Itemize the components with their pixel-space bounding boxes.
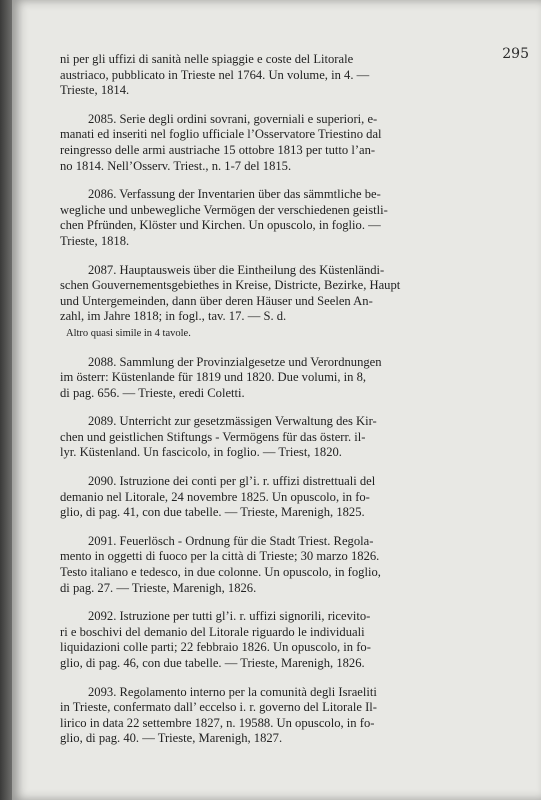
entry-line: wegliche und unbewegliche Vermögen der verschiedenen geistli- [60, 202, 388, 217]
bibliography-entry [60, 534, 523, 596]
bibliography-entry [60, 187, 523, 249]
page-number: 295 [502, 46, 529, 62]
entry-line: reingresso delle armi austriache 15 ottobre 1813 per tutto l’an- [60, 142, 376, 157]
entry-line: glio, di pag. 40. — Trieste, Marenigh, 1827. [60, 731, 283, 746]
entry-line: demanio nel Litorale, 24 novembre 1825. Un opuscolo, in fo- [60, 489, 370, 504]
entry-line: lyr. Küstenland. Un fascicolo, in foglio. — Triest, 1820. [60, 445, 342, 460]
book-page [12, 0, 541, 800]
entry-line: chen Pfründen, Klöster und Kirchen. Un opuscolo, in foglio. — [60, 218, 381, 233]
entry-line: glio, di pag. 41, con due tabelle. — Trieste, Marenigh, 1825. [60, 505, 365, 520]
bibliography-list [60, 52, 523, 760]
bibliography-entry [60, 474, 523, 521]
entry-line: lirico in data 22 settembre 1827, n. 19588. Un opuscolo, in fo- [60, 715, 375, 730]
bibliography-entry [60, 52, 523, 99]
entry-line: liquidazioni colle parti; 22 febbraio 1826. Un opuscolo, in fo- [60, 640, 371, 655]
bibliography-entry [60, 355, 523, 402]
entry-line: ri e boschivi del demanio del Litorale riguardo le individuali [60, 624, 365, 639]
entry-line: Trieste, 1818. [60, 233, 130, 248]
entry-line: zahl, im Jahre 1818; in fogl., tav. 17. — S. d. [60, 309, 287, 324]
entry-line: 2090. Istruzione dei conti per gl’i. r. uffizi distrettuali del [88, 474, 376, 489]
entry-line: 2089. Unterricht zur gesetzmässigen Verwaltung des Kir- [88, 414, 377, 429]
entry-line: manati ed inseriti nel foglio ufficiale l’Osservatore Triestino dal [60, 127, 382, 142]
entry-line: und Untergemeinden, dann über deren Häuser und Seelen An- [60, 293, 373, 308]
entry-line: 2085. Serie degli ordini sovrani, governiali e superiori, e- [88, 111, 378, 126]
bibliography-entry [60, 112, 523, 174]
entry-line: chen und geistlichen Stiftungs - Vermögens für das österr. il- [60, 429, 366, 444]
entry-line: mento in oggetti di fuoco per la città di Trieste; 30 marzo 1826. [60, 549, 380, 564]
book-spine-shadow [0, 0, 12, 800]
entry-line: no 1814. Nell’Osserv. Triest., n. 1-7 del 1815. [60, 158, 292, 173]
bibliography-entry [60, 263, 523, 342]
entry-line: 2092. Istruzione per tutti gl’i. r. uffizi signorili, ricevito- [88, 609, 371, 624]
entry-line: 2093. Regolamento interno per la comunità degli Israeliti [88, 684, 377, 699]
entry-line: 2087. Hauptausweis über die Eintheilung des Küstenländi- [88, 262, 385, 277]
entry-line: 2091. Feuerlösch - Ordnung für die Stadt Triest. Regola- [88, 533, 374, 548]
entry-line: 2088. Sammlung der Provinzialgesetze und Verordnungen [88, 354, 382, 369]
entry-line: ni per gli uffizi di sanità nelle spiaggie e coste del Litorale [60, 52, 354, 66]
entry-line: in Trieste, confermato dall’ eccelso i. r. governo del Litorale Il- [60, 700, 377, 715]
entry-line: Trieste, 1814. [60, 83, 130, 98]
entry-line: schen Gouvernementsgebiethes in Kreise, Districte, Bezirke, Haupt [60, 278, 401, 293]
entry-line: di pag. 27. — Trieste, Marenigh, 1826. [60, 580, 257, 595]
entry-line: di pag. 656. — Trieste, eredi Coletti. [60, 385, 245, 400]
bibliography-entry [60, 685, 523, 747]
bibliography-entry [60, 609, 523, 671]
entry-line: austriaco, pubblicato in Trieste nel 1764. Un volume, in 4. — [60, 67, 370, 82]
entry-line: glio, di pag. 46, con due tabelle. — Trieste, Marenigh, 1826. [60, 656, 365, 670]
entry-line: im österr: Küstenlande für 1819 und 1820. Due volumi, in 8, [60, 370, 367, 385]
entry-line: 2086. Verfassung der Inventarien über das sämmtliche be- [88, 187, 381, 202]
bibliography-entry [60, 414, 523, 461]
entry-line: Testo italiano e tedesco, in due colonne. Un opuscolo, in foglio, [60, 565, 381, 580]
entry-note: Altro quasi simile in 4 tavole. [66, 327, 191, 339]
